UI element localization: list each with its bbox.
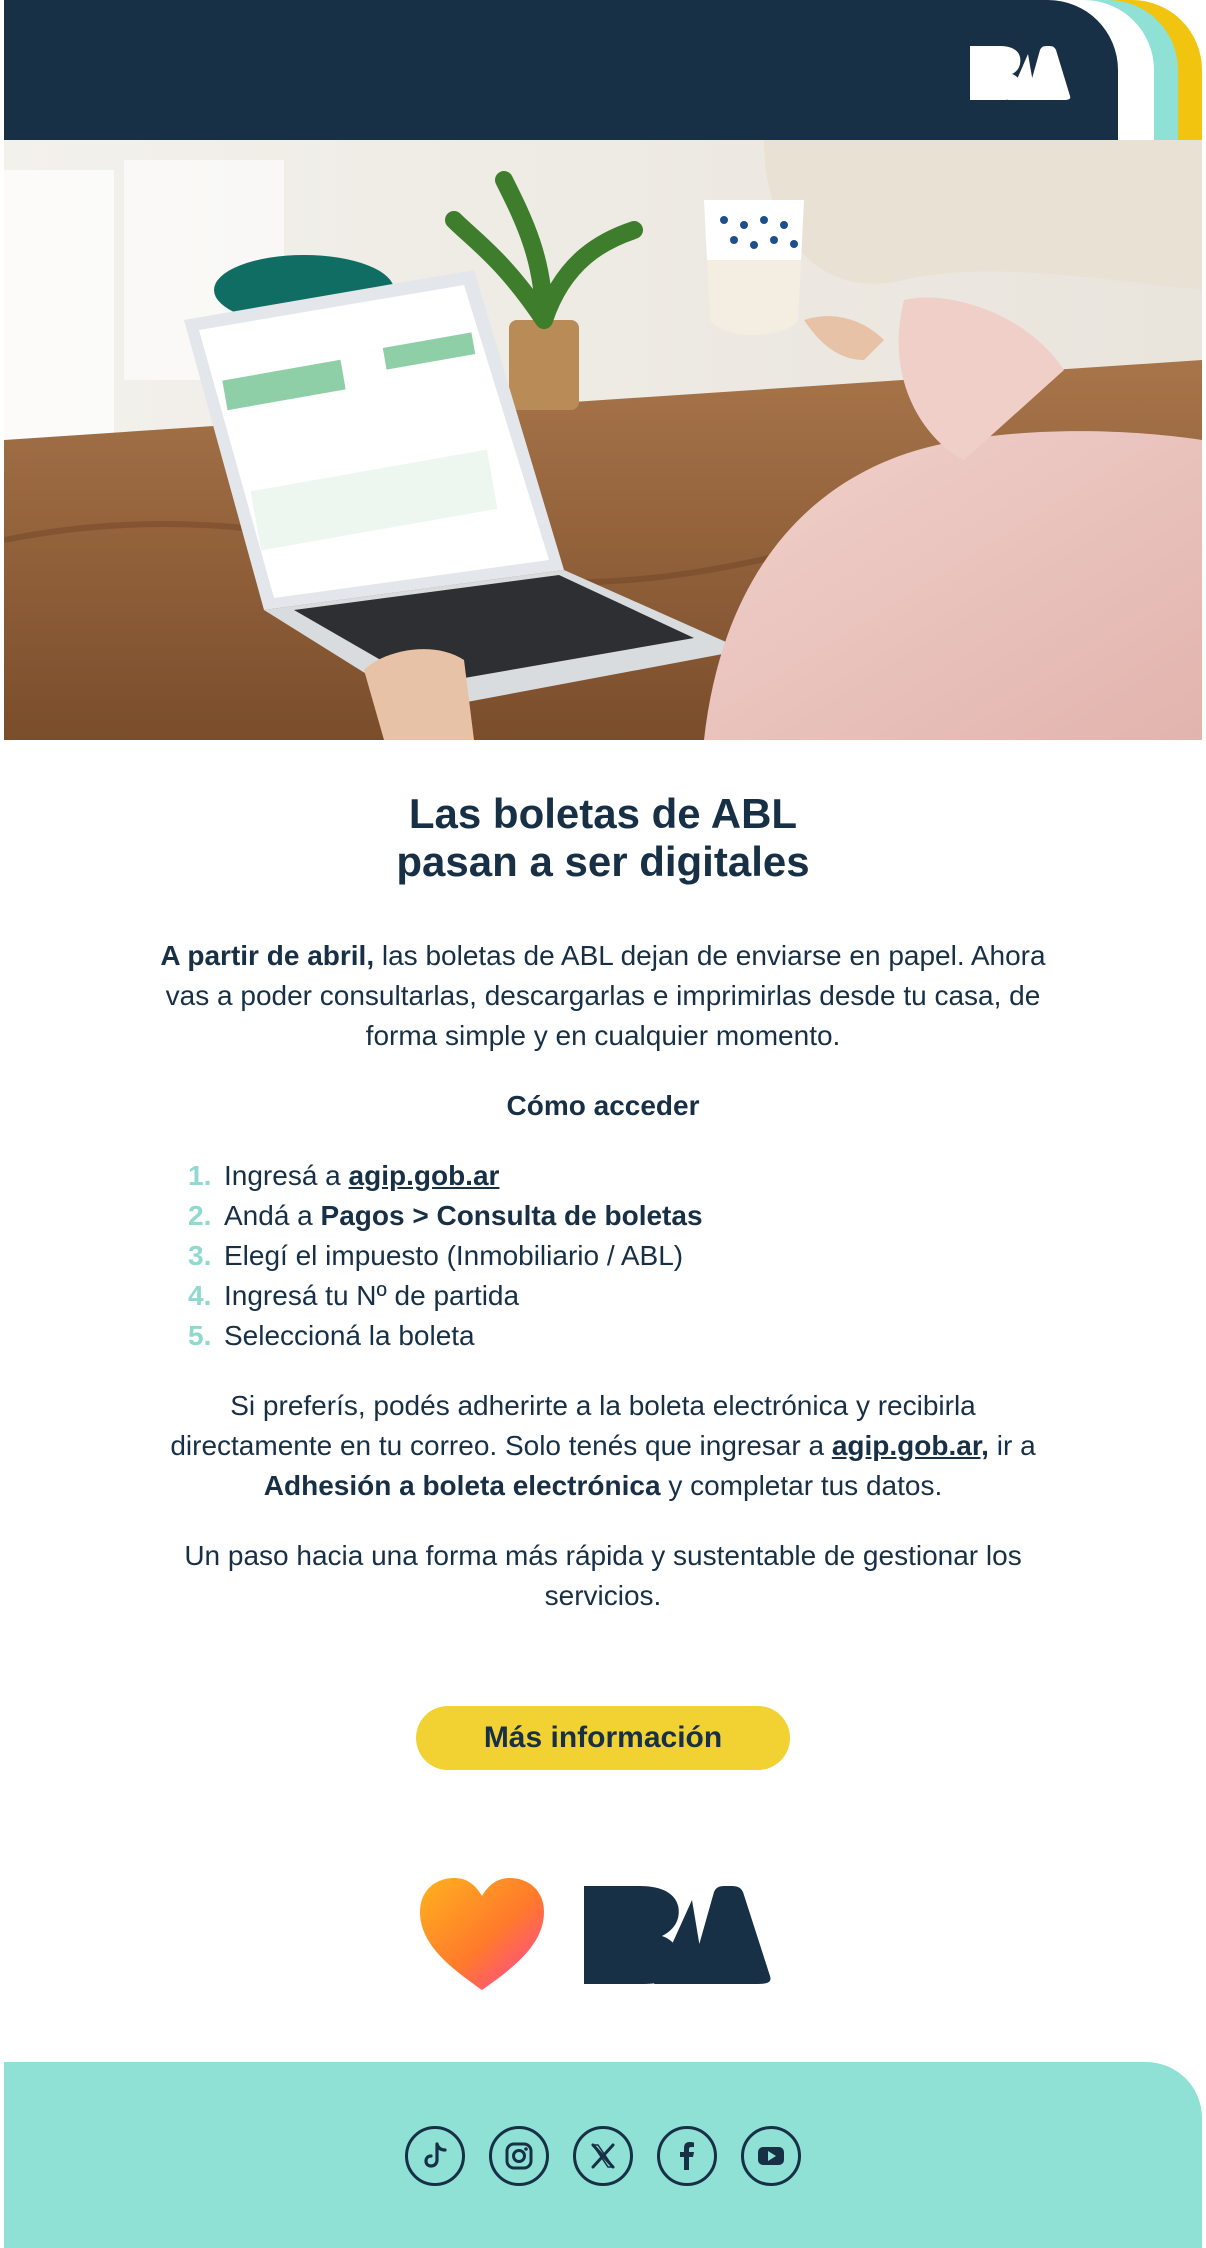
hero-image: [4, 140, 1202, 740]
list-item: [188, 1236, 988, 1276]
header: [4, 0, 1202, 140]
title-line-1: Las boletas de ABL: [408, 790, 798, 837]
page-title: [153, 790, 1053, 886]
heart-icon: [414, 1874, 550, 1994]
list-item: [188, 1156, 988, 1196]
step-number: 4.: [188, 1280, 212, 1311]
adhesion-text-b: ir a: [988, 1430, 1036, 1461]
social-links: [4, 2126, 1202, 2186]
step-number: 1.: [188, 1160, 212, 1191]
step-bold: Pagos > Consulta de boletas: [320, 1200, 703, 1231]
header-bar: [4, 0, 1118, 140]
email-frame: [4, 0, 1202, 2248]
more-info-button[interactable]: Más información: [416, 1706, 790, 1770]
intro-text: las boletas de ABL dejan de enviarse en papel. Ahora vas a poder consultarlas, descargarlas e imprimirlas desde tu casa, de forma simple y en cualquier momento.: [165, 940, 1046, 1051]
instagram-icon[interactable]: [489, 2126, 549, 2186]
ba-logo-big-icon: [574, 1880, 774, 1988]
steps-list: [188, 1156, 988, 1356]
tiktok-icon[interactable]: [405, 2126, 465, 2186]
step-number: 3.: [188, 1240, 212, 1271]
step-number: 5.: [188, 1320, 212, 1351]
adhesion-paragraph: [153, 1386, 1053, 1506]
step-text: Ingresá a: [224, 1160, 349, 1191]
bottom-logos: [4, 1870, 1202, 2010]
title-line-2: pasan a ser digitales: [396, 838, 810, 885]
footer: [4, 2062, 1202, 2248]
list-item: [188, 1196, 988, 1236]
step-text: Seleccioná la boleta: [224, 1320, 475, 1351]
step-number: 2.: [188, 1200, 212, 1231]
agip-link[interactable]: agip.gob.ar: [348, 1160, 500, 1191]
section-heading: Cómo acceder: [506, 1090, 700, 1121]
youtube-icon[interactable]: [741, 2126, 801, 2186]
step-text: Andá a: [224, 1200, 321, 1231]
adhesion-text-c: y completar tus datos.: [660, 1470, 943, 1501]
step-text: Ingresá tu Nº de partida: [224, 1280, 520, 1311]
agip-link-2[interactable]: agip.gob.ar,: [831, 1430, 989, 1461]
content: [4, 740, 1202, 1770]
adhesion-bold: Adhesión a boleta electrónica: [263, 1470, 661, 1501]
step-text: Elegí el impuesto (Inmobiliario / ABL): [224, 1240, 684, 1271]
adhesion-text-a: Si preferís, podés adherirte a la boleta electrónica y recibirla directamente en tu correo. Solo tenés que ingresar a: [170, 1390, 976, 1461]
intro-bold: A partir de abril,: [160, 940, 375, 971]
ba-logo-icon[interactable]: [964, 44, 1072, 102]
facebook-icon[interactable]: [657, 2126, 717, 2186]
x-icon[interactable]: [573, 2126, 633, 2186]
list-item: [188, 1316, 988, 1356]
intro-paragraph: [153, 936, 1053, 1056]
list-item: [188, 1276, 988, 1316]
closing-paragraph: Un paso hacia una forma más rápida y sustentable de gestionar los servicios.: [184, 1540, 1022, 1611]
